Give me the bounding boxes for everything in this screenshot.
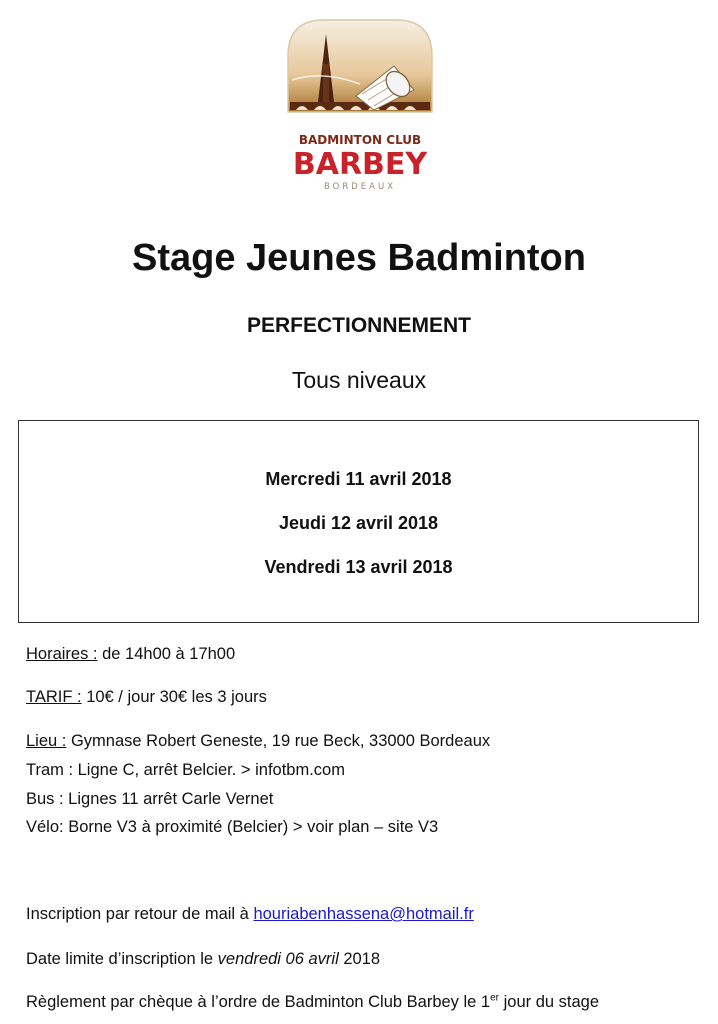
page-subtitle: PERFECTIONNEMENT <box>246 314 471 337</box>
date-limite-value: vendredi 06 avril <box>217 950 339 968</box>
level-text: Tous niveaux <box>291 367 427 393</box>
bus-line: Bus : Lignes 11 arrêt Carle Vernet <box>26 790 274 808</box>
tarif-line <box>26 688 267 707</box>
logo-line3: BORDEAUX <box>323 182 397 192</box>
date-item: Mercredi 11 avril 2018 <box>265 469 452 489</box>
logo-line2: BARBEY <box>292 147 428 182</box>
date-item: Jeudi 12 avril 2018 <box>278 513 439 533</box>
reglement-sup: er <box>490 992 500 1004</box>
tarif-label: TARIF : <box>26 688 82 706</box>
tram-line: Tram : Ligne C, arrêt Belcier. > infotbm.com <box>26 761 345 779</box>
inscription-line <box>26 905 474 924</box>
tarif-value: 10€ / jour 30€ les 3 jours <box>81 688 267 706</box>
inscription-text: Inscription par retour de mail à <box>26 905 254 923</box>
reglement-line <box>26 993 599 1012</box>
page-title: Stage Jeunes Badminton <box>132 237 586 279</box>
horaires-line <box>26 645 235 664</box>
dates-box <box>18 420 699 623</box>
date-limite-text: Date limite d’inscription le <box>26 950 218 968</box>
date-limite-line <box>26 950 380 969</box>
email-link[interactable]: houriabenhassena@hotmail.fr <box>253 905 474 923</box>
reglement-end: jour du stage <box>499 993 600 1011</box>
lieu-value: Gymnase Robert Geneste, 19 rue Beck, 33000 Bordeaux <box>66 732 491 750</box>
reglement-text: Règlement par chèque à l’ordre de Badminton Club Barbey le 1 <box>26 993 491 1011</box>
lieu-line <box>26 732 490 751</box>
logo-line1: BADMINTON CLUB <box>298 133 422 147</box>
velo-line: Vélo: Borne V3 à proximité (Belcier) > voir plan – site V3 <box>26 818 439 836</box>
date-item: Vendredi 13 avril 2018 <box>264 557 453 577</box>
horaires-label: Horaires : <box>26 645 98 663</box>
club-logo <box>282 14 438 196</box>
lieu-label: Lieu : <box>26 732 67 750</box>
horaires-value: de 14h00 à 17h00 <box>97 645 236 663</box>
date-limite-year: 2018 <box>338 950 381 968</box>
